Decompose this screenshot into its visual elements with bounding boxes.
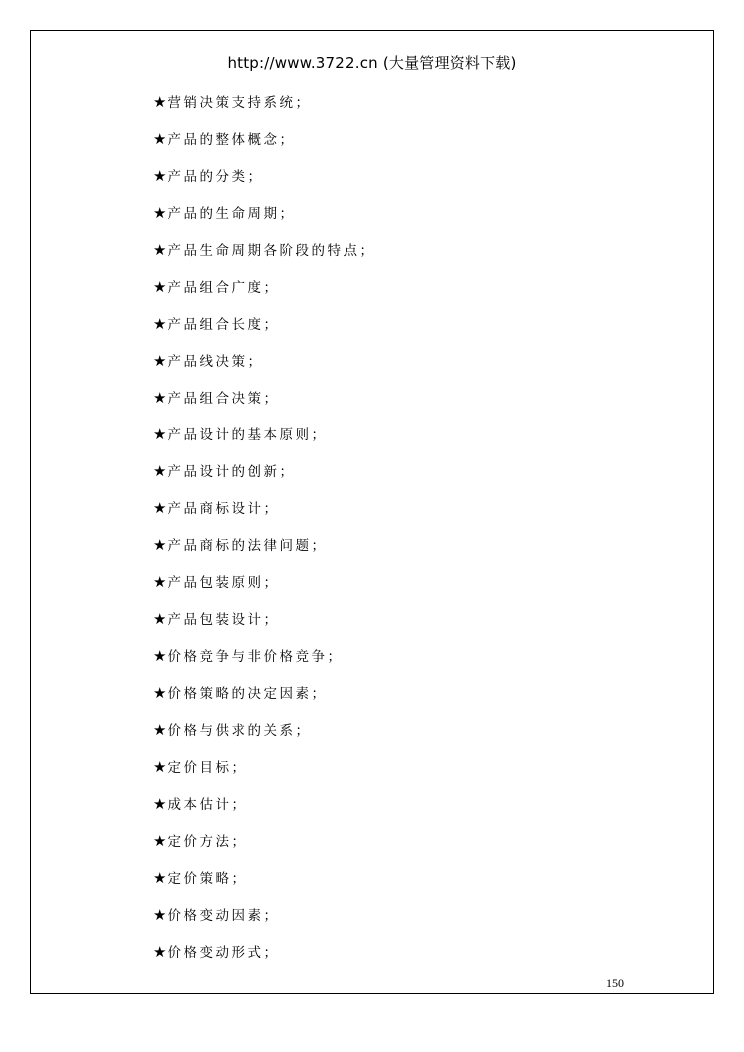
list-item xyxy=(153,239,375,276)
list-item xyxy=(153,867,375,904)
list-item-text: 价格竞争与非价格竞争； xyxy=(167,649,344,666)
bullet-list xyxy=(153,91,375,978)
star-icon: ★ xyxy=(153,277,167,296)
list-item-text: 产品设计的基本原则； xyxy=(167,427,328,444)
list-item xyxy=(153,460,375,497)
list-item-text: 产品组合广度； xyxy=(167,279,280,296)
list-item-text: 价格策略的决定因素； xyxy=(167,686,328,702)
list-item-text: 产品包装原则； xyxy=(167,575,280,592)
star-icon: ★ xyxy=(153,831,167,850)
list-item xyxy=(153,719,375,756)
star-icon: ★ xyxy=(153,647,167,666)
list-item xyxy=(153,165,375,202)
list-item xyxy=(153,608,375,645)
list-item xyxy=(153,128,375,165)
star-icon: ★ xyxy=(153,129,167,148)
star-icon: ★ xyxy=(153,905,167,924)
list-item-text: 定价方法； xyxy=(167,833,248,850)
list-item-text: 产品组合长度； xyxy=(167,316,280,333)
list-item xyxy=(153,756,375,793)
star-icon: ★ xyxy=(153,684,167,702)
list-item-text: 产品的分类； xyxy=(167,168,264,185)
list-item xyxy=(153,497,375,534)
star-icon: ★ xyxy=(153,720,167,739)
list-item-text: 营销决策支持系统； xyxy=(167,95,312,111)
list-item xyxy=(153,941,375,978)
star-icon: ★ xyxy=(153,388,167,407)
list-item-text: 产品商标的法律问题； xyxy=(167,538,328,555)
page-number: 150 xyxy=(606,976,624,990)
list-item-text: 产品设计的创新； xyxy=(167,464,296,481)
star-icon: ★ xyxy=(153,942,167,961)
list-item xyxy=(153,387,375,424)
star-icon: ★ xyxy=(153,610,167,629)
star-icon: ★ xyxy=(153,425,167,444)
list-item xyxy=(153,645,375,682)
list-item-text: 定价目标； xyxy=(167,759,248,776)
list-item xyxy=(153,202,375,239)
star-icon: ★ xyxy=(153,240,167,259)
star-icon: ★ xyxy=(153,499,167,518)
header-url: http://www.3722.cn (大量管理资料下载) xyxy=(227,54,517,72)
star-icon: ★ xyxy=(153,351,167,370)
star-icon: ★ xyxy=(153,93,167,111)
list-item-text: 成本估计； xyxy=(167,796,248,813)
star-icon: ★ xyxy=(153,166,167,185)
list-item xyxy=(153,571,375,608)
star-icon: ★ xyxy=(153,573,167,592)
list-item xyxy=(153,350,375,387)
list-item-text: 产品商标设计； xyxy=(167,501,280,518)
list-item-text: 价格变动形式； xyxy=(167,944,280,961)
list-item-text: 定价策略； xyxy=(167,870,248,887)
list-item-text: 价格变动因素； xyxy=(167,907,280,924)
list-item xyxy=(153,534,375,571)
list-item xyxy=(153,313,375,350)
star-icon: ★ xyxy=(153,868,167,887)
list-item-text: 价格与供求的关系； xyxy=(167,722,312,739)
list-item xyxy=(153,91,375,128)
list-item-text: 产品的生命周期； xyxy=(167,205,296,222)
list-item xyxy=(153,904,375,941)
list-item-text: 产品包装设计； xyxy=(167,612,280,629)
star-icon: ★ xyxy=(153,794,167,813)
star-icon: ★ xyxy=(153,462,167,481)
list-item-text: 产品线决策； xyxy=(167,353,264,370)
list-item xyxy=(153,830,375,867)
list-item-text: 产品生命周期各阶段的特点； xyxy=(167,242,376,259)
star-icon: ★ xyxy=(153,203,167,222)
list-item xyxy=(153,276,375,313)
list-item xyxy=(153,793,375,830)
star-icon: ★ xyxy=(153,757,167,776)
list-item-text: 产品组合决策； xyxy=(167,390,280,407)
star-icon: ★ xyxy=(153,314,167,333)
list-item xyxy=(153,423,375,460)
list-item-text: 产品的整体概念； xyxy=(167,131,296,148)
list-item xyxy=(153,682,375,719)
star-icon: ★ xyxy=(153,536,167,555)
